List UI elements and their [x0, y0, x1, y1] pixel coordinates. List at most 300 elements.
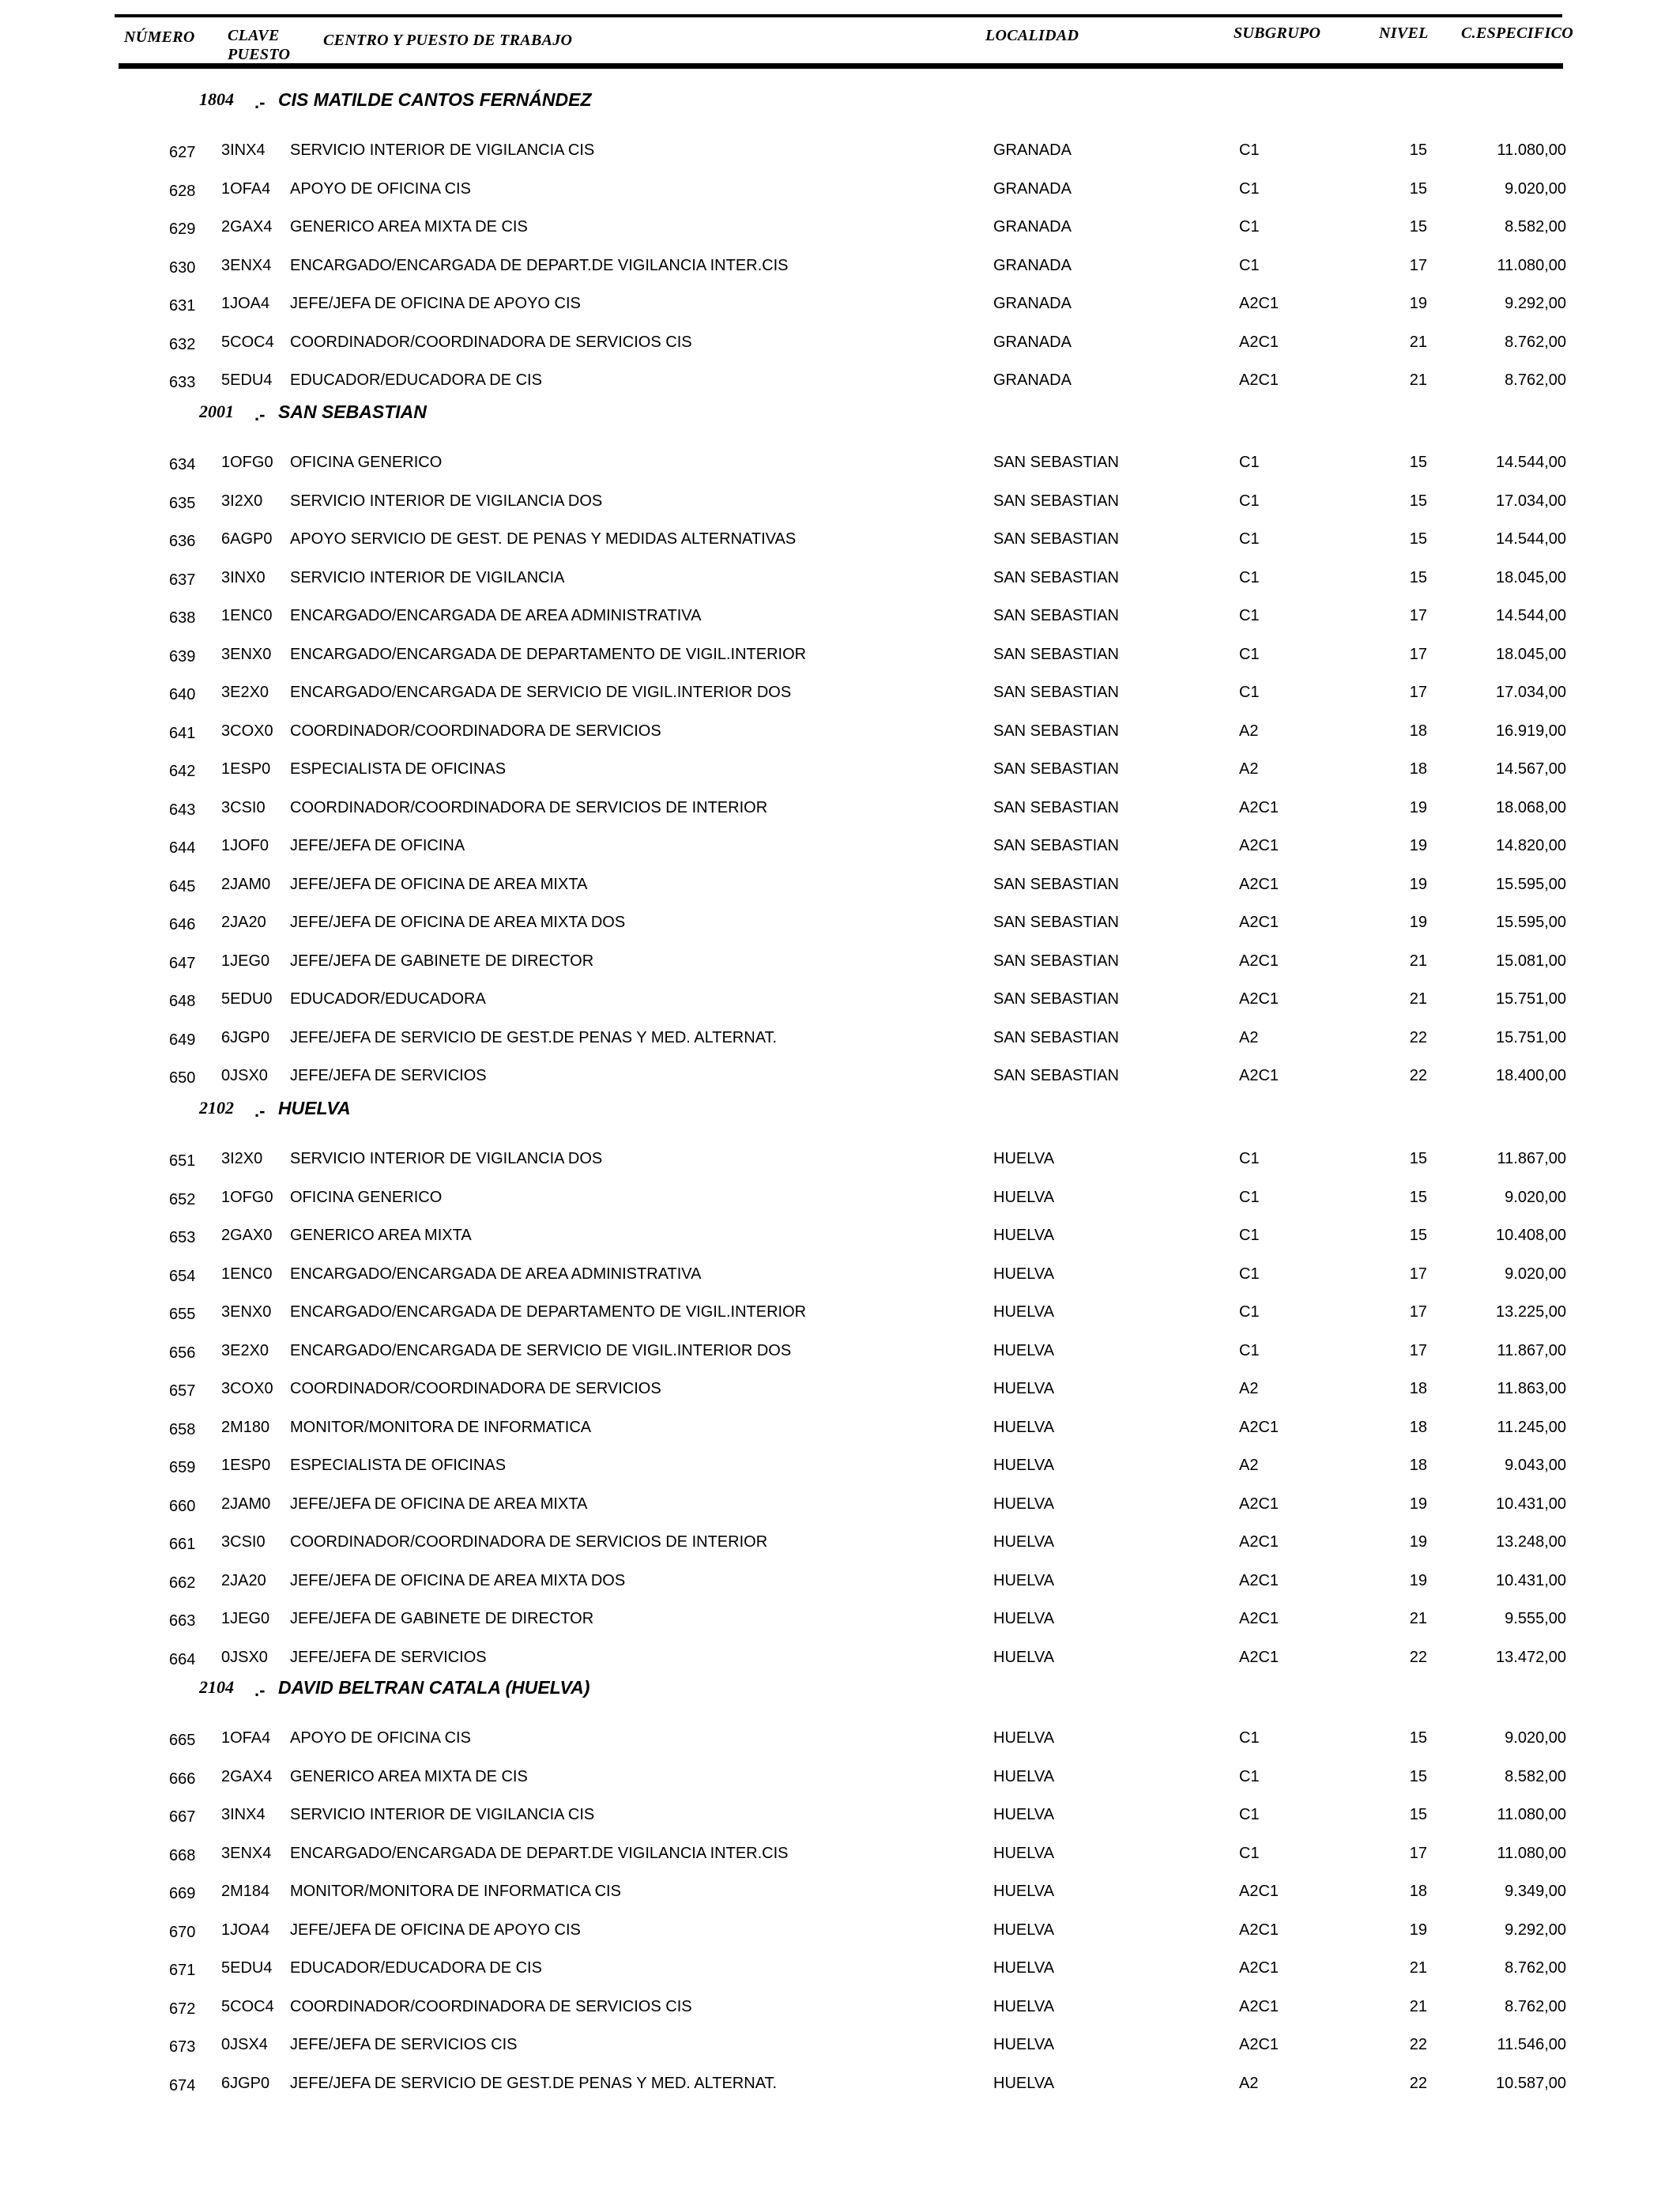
row-numero: 660	[169, 1497, 196, 1515]
row-clave: 5COC4	[221, 333, 274, 351]
row-nivel: 17	[1409, 607, 1427, 624]
row-numero: 634	[169, 456, 196, 473]
row-subgrupo: C1	[1239, 1844, 1260, 1862]
table-row	[0, 1061, 1680, 1090]
row-localidad: HUELVA	[993, 1767, 1055, 1785]
row-centro: COORDINADOR/COORDINADORA DE SERVICIOS CIS	[290, 333, 692, 351]
row-especifico: 9.020,00	[1505, 179, 1566, 198]
row-clave: 3ENX0	[221, 1303, 272, 1321]
table-row	[0, 1023, 1680, 1052]
row-nivel: 15	[1409, 492, 1427, 510]
row-numero: 656	[169, 1344, 196, 1362]
row-nivel: 21	[1409, 990, 1427, 1008]
row-centro: OFICINA GENERICO	[290, 1188, 443, 1206]
row-subgrupo: A2C1	[1239, 798, 1279, 816]
row-centro: JEFE/JEFA DE GABINETE DE DIRECTOR	[290, 1610, 594, 1627]
table-row	[0, 525, 1680, 553]
row-centro: SERVICIO INTERIOR DE VIGILANCIA CIS	[290, 1806, 595, 1823]
row-nivel: 18	[1409, 1418, 1427, 1436]
row-localidad: GRANADA	[993, 333, 1072, 351]
row-numero: 663	[169, 1612, 196, 1630]
row-localidad: HUELVA	[993, 1457, 1055, 1474]
row-nivel: 18	[1409, 1883, 1427, 1900]
row-clave: 3ENX0	[221, 645, 272, 663]
table-row	[0, 2030, 1680, 2059]
row-subgrupo: A2	[1239, 722, 1259, 740]
row-numero: 641	[169, 724, 196, 742]
row-centro: JEFE/JEFA DE SERVICIO DE GEST.DE PENAS Y MED. ALTERNAT.	[290, 1028, 778, 1046]
row-clave: 5COC4	[221, 1997, 274, 2015]
header-subgrupo: SUBGRUPO	[1234, 25, 1321, 42]
row-especifico: 15.751,00	[1496, 990, 1566, 1008]
row-nivel: 19	[1409, 1571, 1427, 1589]
row-nivel: 18	[1409, 1457, 1427, 1474]
row-nivel: 17	[1409, 1265, 1427, 1283]
row-localidad: HUELVA	[993, 1303, 1055, 1321]
table-row	[0, 2069, 1680, 2098]
row-numero: 644	[169, 839, 196, 857]
row-centro: JEFE/JEFA DE OFICINA DE AREA MIXTA DOS	[290, 1571, 626, 1589]
row-nivel: 17	[1409, 256, 1427, 274]
row-localidad: HUELVA	[993, 1729, 1055, 1747]
row-numero: 662	[169, 1574, 196, 1592]
table-row	[0, 755, 1680, 783]
row-numero: 651	[169, 1152, 196, 1170]
section-separator: .-	[254, 405, 266, 424]
row-localidad: HUELVA	[993, 1495, 1055, 1513]
row-nivel: 18	[1409, 722, 1427, 740]
section-name: DAVID BELTRAN CATALA (HUELVA)	[278, 1677, 590, 1698]
row-numero: 673	[169, 2038, 196, 2056]
row-clave: 2JAM0	[221, 875, 271, 893]
row-nivel: 15	[1409, 1150, 1427, 1167]
row-nivel: 15	[1409, 218, 1427, 236]
table-row	[0, 1336, 1680, 1365]
row-centro: APOYO DE OFICINA CIS	[290, 179, 471, 198]
row-especifico: 9.020,00	[1505, 1265, 1566, 1283]
row-numero: 645	[169, 877, 196, 895]
section-separator: .-	[254, 1101, 266, 1121]
row-clave: 2M184	[221, 1883, 270, 1900]
row-nivel: 19	[1409, 837, 1427, 854]
row-subgrupo: C1	[1239, 1303, 1260, 1321]
table-row	[0, 448, 1680, 477]
row-especifico: 14.544,00	[1496, 607, 1566, 624]
row-subgrupo: C1	[1239, 1729, 1260, 1747]
row-subgrupo: C1	[1239, 1806, 1260, 1823]
row-localidad: HUELVA	[993, 1150, 1055, 1167]
row-localidad: SAN SEBASTIAN	[993, 914, 1119, 931]
row-numero: 629	[169, 221, 196, 238]
row-nivel: 15	[1409, 141, 1427, 159]
row-clave: 2GAX4	[221, 1767, 273, 1785]
row-localidad: SAN SEBASTIAN	[993, 492, 1119, 510]
header-clave-line2: PUESTO	[228, 46, 291, 63]
row-localidad: HUELVA	[993, 2036, 1055, 2053]
row-nivel: 15	[1409, 568, 1427, 586]
row-nivel: 19	[1409, 1921, 1427, 1939]
row-centro: MONITOR/MONITORA DE INFORMATICA CIS	[290, 1883, 621, 1900]
row-localidad: HUELVA	[993, 1883, 1055, 1900]
row-subgrupo: A2C1	[1239, 1921, 1279, 1939]
row-clave: 3COX0	[221, 722, 273, 740]
row-especifico: 10.431,00	[1496, 1571, 1566, 1589]
table-row	[0, 1604, 1680, 1633]
row-clave: 1ESP0	[221, 1457, 271, 1474]
row-numero: 643	[169, 801, 196, 819]
row-nivel: 17	[1409, 1303, 1427, 1321]
row-especifico: 8.762,00	[1505, 1997, 1566, 2015]
row-nivel: 15	[1409, 1767, 1427, 1785]
row-especifico: 8.762,00	[1505, 1959, 1566, 1977]
row-especifico: 9.349,00	[1505, 1883, 1566, 1900]
row-numero: 637	[169, 571, 196, 589]
row-clave: 3CSI0	[221, 1533, 266, 1551]
row-subgrupo: A2	[1239, 1457, 1259, 1474]
row-localidad: SAN SEBASTIAN	[993, 454, 1119, 471]
row-subgrupo: A2C1	[1239, 1610, 1279, 1627]
row-centro: JEFE/JEFA DE SERVICIOS	[290, 1648, 487, 1666]
table-row	[0, 1992, 1680, 2021]
table-row	[0, 1298, 1680, 1326]
table-row	[0, 640, 1680, 669]
row-centro: OFICINA GENERICO	[290, 454, 443, 471]
row-localidad: GRANADA	[993, 371, 1072, 389]
row-centro: EDUCADOR/EDUCADORA DE CIS	[290, 371, 542, 389]
table-row	[0, 487, 1680, 515]
row-localidad: HUELVA	[993, 1921, 1055, 1939]
row-numero: 667	[169, 1808, 196, 1826]
section-header	[0, 85, 1680, 114]
row-numero: 640	[169, 686, 196, 703]
row-centro: SERVICIO INTERIOR DE VIGILANCIA	[290, 568, 565, 586]
row-subgrupo: C1	[1239, 492, 1260, 510]
row-subgrupo: C1	[1239, 1227, 1260, 1244]
row-localidad: SAN SEBASTIAN	[993, 530, 1119, 548]
header-localidad: LOCALIDAD	[985, 27, 1079, 44]
row-numero: 650	[169, 1069, 196, 1087]
row-nivel: 17	[1409, 684, 1427, 701]
row-centro: COORDINADOR/COORDINADORA DE SERVICIOS DE INTERIOR	[290, 1533, 768, 1551]
row-subgrupo: A2C1	[1239, 333, 1279, 351]
row-numero: 642	[169, 763, 196, 780]
row-especifico: 10.431,00	[1496, 1495, 1566, 1513]
row-especifico: 10.408,00	[1496, 1227, 1566, 1244]
row-subgrupo: C1	[1239, 1188, 1260, 1206]
row-subgrupo: C1	[1239, 256, 1260, 274]
row-especifico: 11.546,00	[1497, 2036, 1566, 2053]
row-clave: 3INX0	[221, 568, 266, 586]
header-nivel: NIVEL	[1379, 25, 1429, 42]
row-subgrupo: C1	[1239, 141, 1260, 159]
row-especifico: 11.863,00	[1497, 1380, 1566, 1397]
row-subgrupo: A2C1	[1239, 295, 1279, 312]
row-numero: 638	[169, 609, 196, 627]
table-row	[0, 175, 1680, 203]
row-nivel: 15	[1409, 530, 1427, 548]
row-centro: JEFE/JEFA DE OFICINA DE AREA MIXTA	[290, 1495, 588, 1513]
row-especifico: 11.080,00	[1497, 256, 1566, 274]
row-numero: 652	[169, 1190, 196, 1208]
row-numero: 653	[169, 1229, 196, 1246]
row-nivel: 17	[1409, 1844, 1427, 1862]
row-especifico: 14.544,00	[1496, 530, 1566, 548]
row-especifico: 18.400,00	[1496, 1067, 1566, 1084]
row-clave: 1ESP0	[221, 760, 271, 778]
header-numero: NÚMERO	[124, 28, 195, 46]
section-name: HUELVA	[278, 1098, 351, 1118]
table-row	[0, 1839, 1680, 1868]
row-clave: 0JSX4	[221, 2036, 268, 2053]
row-centro: ENCARGADO/ENCARGADA DE DEPARTAMENTO DE VIGIL.INTERIOR	[290, 1303, 807, 1321]
table-row	[0, 213, 1680, 241]
row-centro: MONITOR/MONITORA DE INFORMATICA	[290, 1418, 592, 1436]
row-nivel: 21	[1409, 1959, 1427, 1977]
row-subgrupo: C1	[1239, 454, 1260, 471]
row-especifico: 14.820,00	[1496, 837, 1566, 854]
table-row	[0, 1221, 1680, 1250]
row-nivel: 15	[1409, 454, 1427, 471]
row-centro: JEFE/JEFA DE SERVICIOS	[290, 1067, 487, 1084]
table-row	[0, 251, 1680, 280]
table-row	[0, 1490, 1680, 1518]
table-row	[0, 678, 1680, 707]
row-localidad: HUELVA	[993, 1844, 1055, 1862]
row-subgrupo: A2	[1239, 1380, 1259, 1397]
row-localidad: GRANADA	[993, 256, 1072, 274]
row-especifico: 9.043,00	[1505, 1457, 1566, 1474]
row-localidad: SAN SEBASTIAN	[993, 1067, 1119, 1084]
row-numero: 639	[169, 647, 196, 665]
row-subgrupo: A2C1	[1239, 1495, 1279, 1513]
row-clave: 3E2X0	[221, 1341, 269, 1359]
row-localidad: HUELVA	[993, 1997, 1055, 2015]
row-clave: 3E2X0	[221, 684, 269, 701]
row-centro: ESPECIALISTA DE OFICINAS	[290, 760, 507, 778]
table-row	[0, 717, 1680, 745]
row-especifico: 14.544,00	[1496, 454, 1566, 471]
row-especifico: 15.595,00	[1496, 875, 1566, 893]
row-centro: ESPECIALISTA DE OFICINAS	[290, 1457, 507, 1474]
row-especifico: 16.919,00	[1496, 722, 1566, 740]
row-localidad: SAN SEBASTIAN	[993, 760, 1119, 778]
row-centro: ENCARGADO/ENCARGADA DE DEPARTAMENTO DE VIGIL.INTERIOR	[290, 645, 807, 663]
section-code: 1804	[199, 89, 234, 109]
row-nivel: 17	[1409, 645, 1427, 663]
row-localidad: SAN SEBASTIAN	[993, 875, 1119, 893]
row-clave: 3INX4	[221, 141, 266, 159]
row-especifico: 9.020,00	[1505, 1729, 1566, 1747]
row-clave: 1OFG0	[221, 1188, 273, 1206]
row-centro: SERVICIO INTERIOR DE VIGILANCIA CIS	[290, 141, 595, 159]
row-localidad: HUELVA	[993, 1188, 1055, 1206]
row-especifico: 11.867,00	[1497, 1341, 1566, 1359]
row-localidad: GRANADA	[993, 141, 1072, 159]
row-subgrupo: C1	[1239, 645, 1260, 663]
row-clave: 3I2X0	[221, 492, 263, 510]
row-numero: 636	[169, 533, 196, 550]
row-especifico: 8.762,00	[1505, 371, 1566, 389]
row-centro: APOYO DE OFICINA CIS	[290, 1729, 471, 1747]
row-especifico: 8.762,00	[1505, 333, 1566, 351]
row-nivel: 19	[1409, 295, 1427, 312]
row-nivel: 21	[1409, 1997, 1427, 2015]
row-subgrupo: A2C1	[1239, 1997, 1279, 2015]
row-subgrupo: C1	[1239, 568, 1260, 586]
table-row	[0, 1374, 1680, 1403]
row-subgrupo: C1	[1239, 218, 1260, 236]
row-especifico: 11.080,00	[1497, 1806, 1566, 1823]
row-nivel: 19	[1409, 798, 1427, 816]
row-centro: GENERICO AREA MIXTA	[290, 1227, 472, 1244]
row-localidad: SAN SEBASTIAN	[993, 837, 1119, 854]
row-localidad: GRANADA	[993, 179, 1072, 198]
section-code: 2001	[199, 401, 234, 421]
row-clave: 3CSI0	[221, 798, 266, 816]
row-centro: JEFE/JEFA DE GABINETE DE DIRECTOR	[290, 952, 594, 970]
row-clave: 1JEG0	[221, 1610, 270, 1627]
row-numero: 631	[169, 297, 196, 315]
row-especifico: 18.045,00	[1496, 568, 1566, 586]
row-subgrupo: C1	[1239, 1150, 1260, 1167]
row-clave: 1JOA4	[221, 295, 270, 312]
row-subgrupo: A2C1	[1239, 1648, 1279, 1666]
row-numero: 668	[169, 1846, 196, 1864]
row-nivel: 15	[1409, 1806, 1427, 1823]
row-especifico: 9.555,00	[1505, 1610, 1566, 1627]
row-clave: 2JA20	[221, 1571, 266, 1589]
row-nivel: 22	[1409, 2036, 1427, 2053]
row-nivel: 15	[1409, 179, 1427, 198]
row-numero: 647	[169, 954, 196, 972]
table-row	[0, 1528, 1680, 1556]
row-localidad: SAN SEBASTIAN	[993, 798, 1119, 816]
row-numero: 657	[169, 1382, 196, 1400]
row-subgrupo: C1	[1239, 1341, 1260, 1359]
section-code: 2102	[199, 1098, 234, 1118]
row-clave: 1OFA4	[221, 179, 271, 198]
row-especifico: 15.595,00	[1496, 914, 1566, 931]
row-especifico: 8.582,00	[1505, 218, 1566, 236]
row-localidad: GRANADA	[993, 295, 1072, 312]
row-especifico: 13.225,00	[1496, 1303, 1566, 1321]
row-centro: COORDINADOR/COORDINADORA DE SERVICIOS	[290, 722, 661, 740]
row-subgrupo: A2	[1239, 2074, 1259, 2092]
row-subgrupo: A2C1	[1239, 914, 1279, 931]
row-especifico: 11.867,00	[1497, 1150, 1566, 1167]
row-clave: 6JGP0	[221, 1028, 270, 1046]
row-clave: 2JAM0	[221, 1495, 271, 1513]
row-centro: ENCARGADO/ENCARGADA DE SERVICIO DE VIGIL.INTERIOR DOS	[290, 684, 792, 701]
row-clave: 3ENX4	[221, 1844, 272, 1862]
row-numero: 672	[169, 2000, 196, 2018]
table-row	[0, 564, 1680, 592]
section-separator: .-	[254, 1680, 266, 1700]
row-numero: 664	[169, 1650, 196, 1668]
row-clave: 1JEG0	[221, 952, 270, 970]
row-nivel: 22	[1409, 2074, 1427, 2092]
row-centro: GENERICO AREA MIXTA DE CIS	[290, 1767, 528, 1785]
row-centro: SERVICIO INTERIOR DE VIGILANCIA DOS	[290, 1150, 603, 1167]
row-subgrupo: A2C1	[1239, 2036, 1279, 2053]
row-clave: 0JSX0	[221, 1067, 268, 1084]
row-clave: 6AGP0	[221, 530, 273, 548]
table-row	[0, 1183, 1680, 1212]
row-especifico: 9.020,00	[1505, 1188, 1566, 1206]
row-especifico: 8.582,00	[1505, 1767, 1566, 1785]
row-nivel: 15	[1409, 1188, 1427, 1206]
row-subgrupo: C1	[1239, 607, 1260, 624]
row-subgrupo: C1	[1239, 1767, 1260, 1785]
row-numero: 674	[169, 2076, 196, 2094]
row-nivel: 21	[1409, 1610, 1427, 1627]
row-localidad: SAN SEBASTIAN	[993, 568, 1119, 586]
row-clave: 5EDU4	[221, 371, 273, 389]
row-subgrupo: A2C1	[1239, 990, 1279, 1008]
row-centro: JEFE/JEFA DE OFICINA DE AREA MIXTA DOS	[290, 914, 626, 931]
table-row	[0, 985, 1680, 1013]
row-nivel: 15	[1409, 1227, 1427, 1244]
row-centro: JEFE/JEFA DE OFICINA DE APOYO CIS	[290, 1921, 581, 1939]
row-nivel: 21	[1409, 952, 1427, 970]
row-numero: 632	[169, 335, 196, 353]
row-subgrupo: A2C1	[1239, 1067, 1279, 1084]
row-numero: 646	[169, 916, 196, 933]
row-subgrupo: A2C1	[1239, 1883, 1279, 1900]
row-localidad: GRANADA	[993, 218, 1072, 236]
row-especifico: 18.045,00	[1496, 645, 1566, 663]
table-row	[0, 1643, 1680, 1672]
section-code: 2104	[199, 1677, 234, 1697]
row-nivel: 18	[1409, 760, 1427, 778]
table-row	[0, 1566, 1680, 1595]
row-localidad: SAN SEBASTIAN	[993, 722, 1119, 740]
row-localidad: HUELVA	[993, 1341, 1055, 1359]
table-row	[0, 1916, 1680, 1944]
row-clave: 2GAX4	[221, 218, 273, 236]
row-localidad: HUELVA	[993, 1959, 1055, 1977]
row-nivel: 17	[1409, 1341, 1427, 1359]
row-numero: 649	[169, 1031, 196, 1049]
row-nivel: 19	[1409, 914, 1427, 931]
row-centro: APOYO SERVICIO DE GEST. DE PENAS Y MEDIDAS ALTERNATIVAS	[290, 530, 797, 548]
row-especifico: 13.472,00	[1496, 1648, 1566, 1666]
row-especifico: 17.034,00	[1496, 492, 1566, 510]
row-subgrupo: C1	[1239, 1265, 1260, 1283]
table-row	[0, 947, 1680, 975]
row-especifico: 15.081,00	[1496, 952, 1566, 970]
row-centro: JEFE/JEFA DE OFICINA DE AREA MIXTA	[290, 875, 588, 893]
row-numero: 666	[169, 1770, 196, 1788]
row-nivel: 22	[1409, 1067, 1427, 1084]
table-row	[0, 328, 1680, 356]
table-row	[0, 601, 1680, 630]
row-centro: JEFE/JEFA DE SERVICIOS CIS	[290, 2036, 518, 2053]
table-row	[0, 1877, 1680, 1906]
row-clave: 1JOF0	[221, 837, 269, 854]
row-numero: 654	[169, 1267, 196, 1285]
row-clave: 2JA20	[221, 914, 266, 931]
row-clave: 0JSX0	[221, 1648, 268, 1666]
row-localidad: HUELVA	[993, 1610, 1055, 1627]
row-numero: 671	[169, 1962, 196, 1979]
row-nivel: 21	[1409, 371, 1427, 389]
row-centro: JEFE/JEFA DE OFICINA DE APOYO CIS	[290, 295, 581, 312]
row-numero: 659	[169, 1459, 196, 1476]
row-centro: ENCARGADO/ENCARGADA DE AREA ADMINISTRATIVA	[290, 1265, 702, 1283]
row-nivel: 15	[1409, 1729, 1427, 1747]
row-especifico: 9.292,00	[1505, 1921, 1566, 1939]
